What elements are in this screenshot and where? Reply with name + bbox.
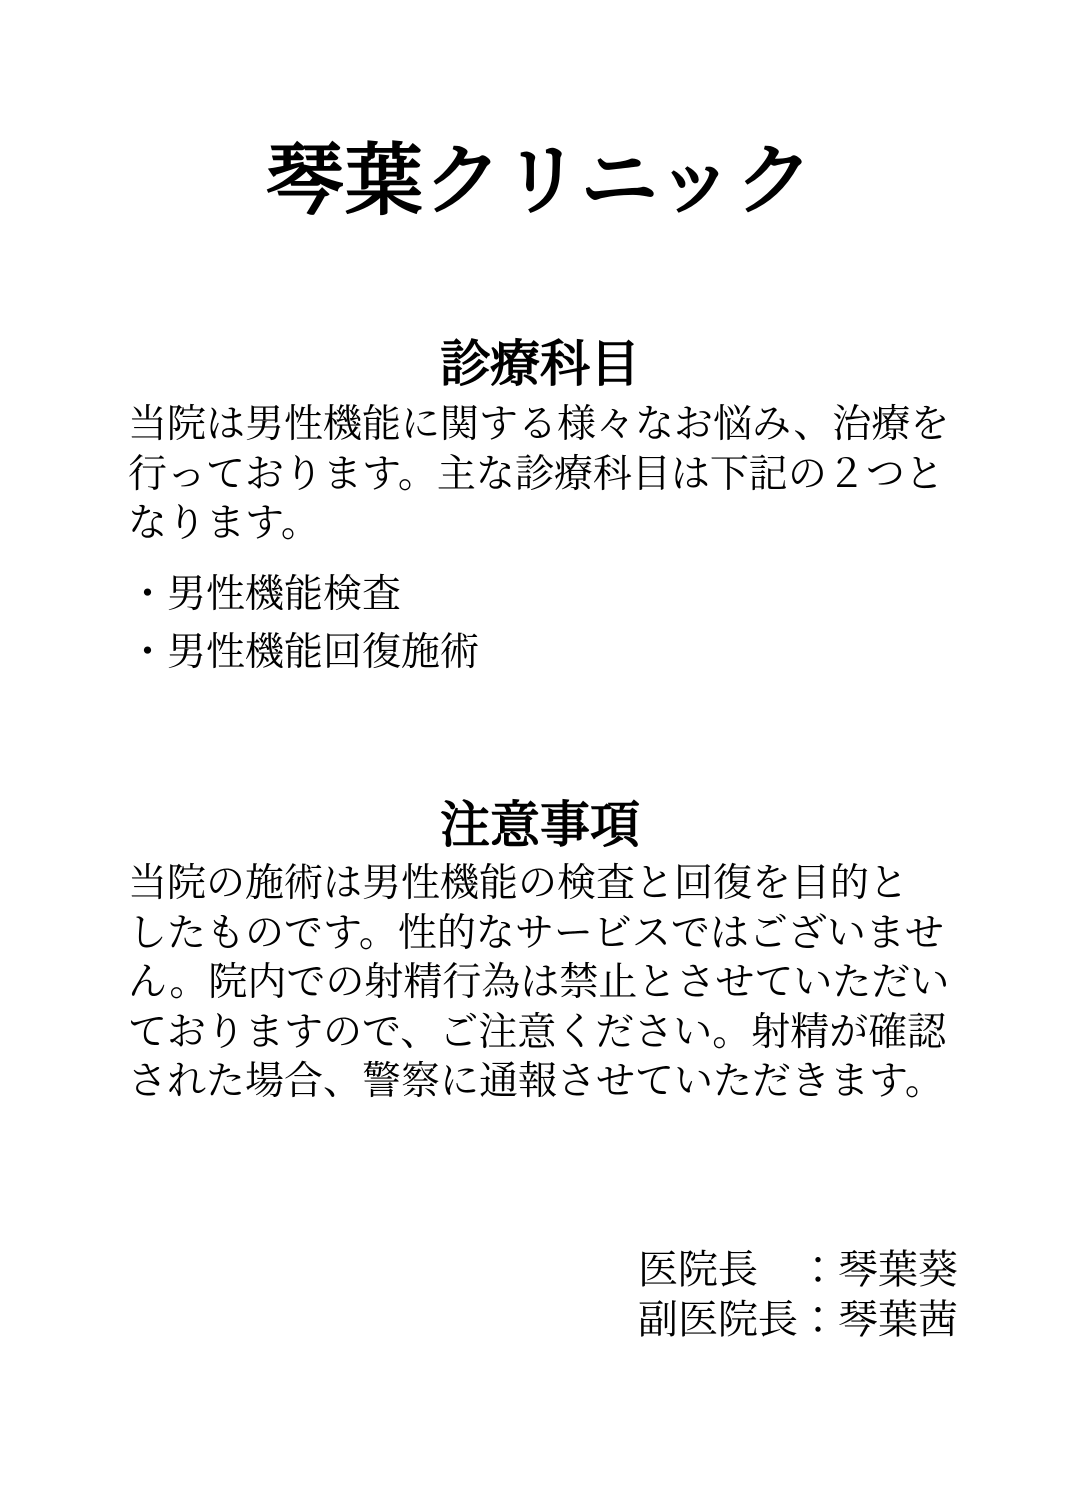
paragraph-line: 行っております。主な診療科目は下記の２つと	[128, 452, 944, 496]
medical-departments-paragraph	[128, 400, 988, 549]
deputy-director-line: 副医院長：琴葉茜	[638, 1298, 958, 1342]
paragraph-line: したものです。性的なサービスではございませ	[128, 911, 944, 955]
precautions-paragraph	[128, 859, 988, 1107]
paragraph-line: ん。院内での射精行為は禁止とさせていただい	[128, 961, 950, 1004]
director-line: 医院長 ：琴葉葵	[638, 1248, 958, 1292]
list-item-male-function-recovery-treatment: ・男性機能回復施術	[128, 631, 480, 674]
paragraph-line: された場合、警察に通報させていただきます。	[128, 1060, 944, 1103]
page-title: 琴葉クリニック	[265, 136, 815, 224]
paragraph-line: 当院の施術は男性機能の検査と回復を目的と	[128, 862, 909, 905]
paragraph-line: ておりますので、ご注意ください。射精が確認	[128, 1010, 947, 1054]
section-heading-medical-departments: 診療科目	[440, 336, 640, 392]
section-heading-precautions: 注意事項	[440, 797, 640, 853]
paragraph-line: 当院は男性機能に関する様々なお悩み、治療を	[128, 403, 950, 446]
paragraph-line: なります。	[128, 502, 320, 545]
signature-block	[638, 1245, 958, 1345]
services-list	[128, 570, 479, 677]
list-item-male-function-examination: ・男性機能検査	[128, 573, 402, 616]
